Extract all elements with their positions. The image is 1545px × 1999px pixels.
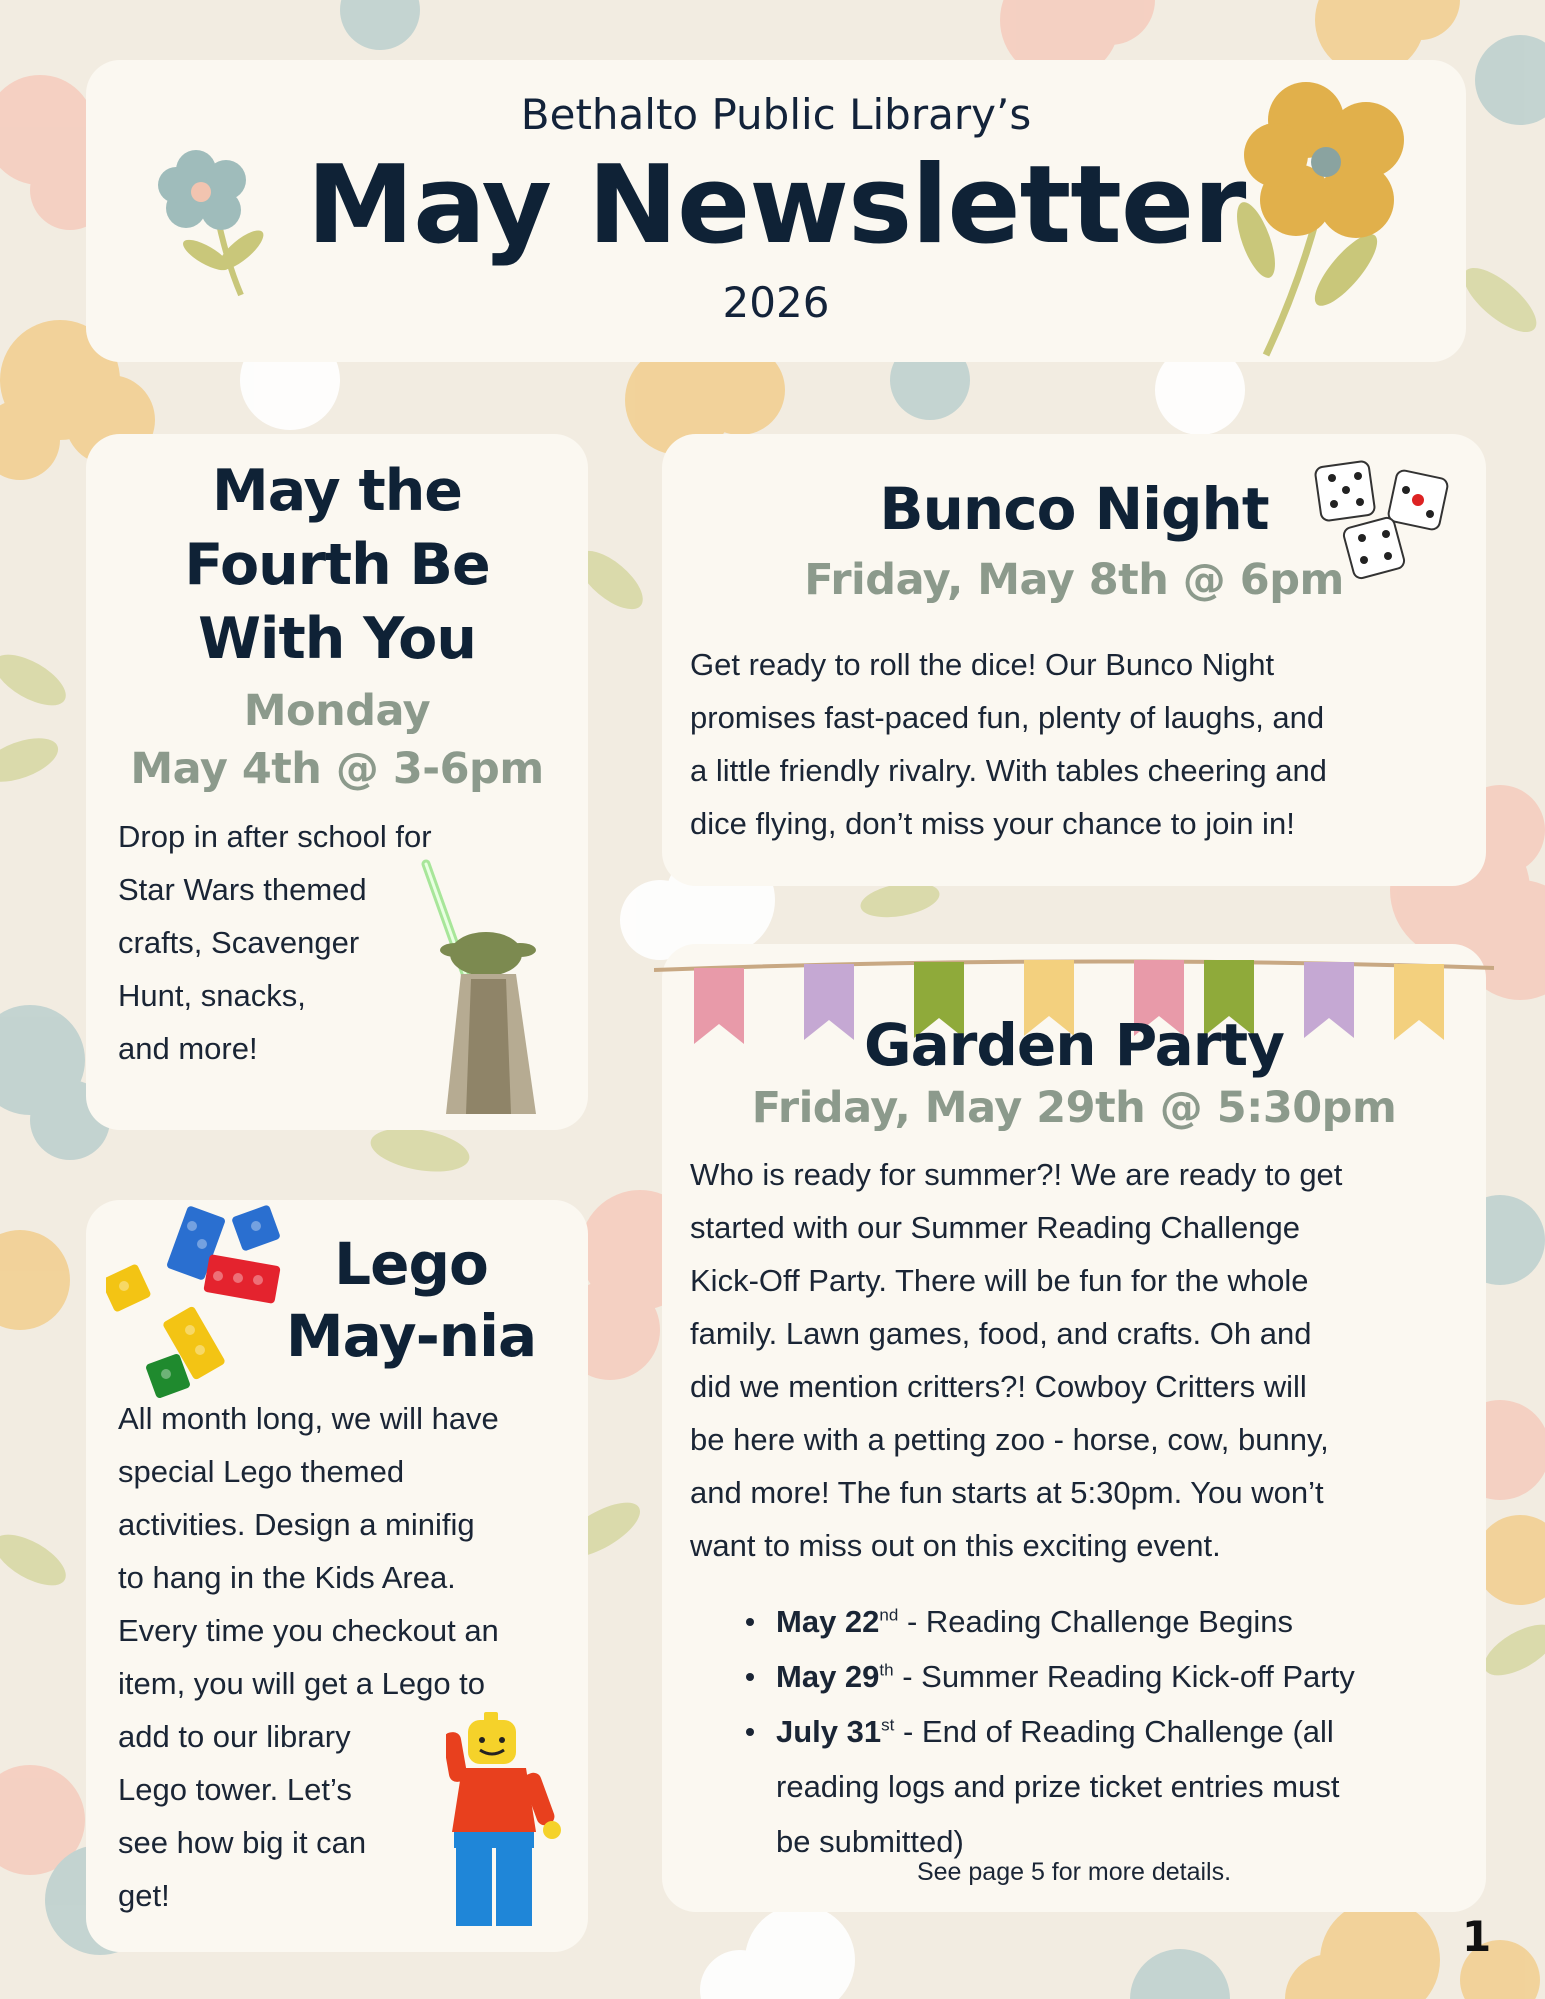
star-wars-title: May the Fourth Be With You: [184, 458, 490, 672]
header-card: [86, 60, 1466, 362]
bunco-card: [662, 434, 1486, 886]
star-wars-card: [86, 434, 588, 1130]
garden-party-card: [662, 944, 1486, 1912]
garden-party-date: Friday, May 29th @ 5:30pm: [751, 1083, 1397, 1133]
page-number: 1: [1462, 1912, 1492, 1961]
list-item: May 22nd - Reading Challenge Begins: [742, 1594, 1482, 1649]
bunco-title: Bunco Night: [879, 475, 1269, 543]
page-title: May Newsletter: [306, 143, 1246, 268]
year: 2026: [722, 278, 830, 327]
lego-minifig-icon: [446, 1712, 566, 1932]
more-details-note: See page 5 for more details.: [916, 1858, 1232, 1886]
bunco-date: Friday, May 8th @ 6pm: [804, 555, 1344, 605]
key-dates-list: [742, 1594, 1482, 1869]
bunco-description: Get ready to roll the dice! Our Bunco Night promises fast-paced fun, plenty of laughs, and a little friendly rivalry. With tables cheering and dice flying, don’t miss your chance to join in!: [690, 647, 1327, 841]
lego-title: Lego May-nia: [285, 1230, 537, 1370]
garden-party-description: Who is ready for summer?! We are ready to get started with our Summer Reading Challenge Kick-Off Party. There will be fun for the whole family. Lawn games, food, and crafts. Oh and did we mention critters?! Cowboy Critters will be here with a petting zoo - horse, cow, bunny, and more! The fun starts at 5:30pm. You won’t want to miss out on this exciting event.: [690, 1157, 1343, 1563]
lego-card: [86, 1200, 588, 1952]
star-wars-description: Drop in after school for Star Wars themed crafts, Scavenger Hunt, snacks, and more!: [118, 819, 432, 1066]
lego-description: All month long, we will have special Lego themed activities. Design a minifig to hang in the Kids Area. Every time you checkout an item, you will get a Lego to add to our library Lego tower. Let’s see how big it can get!: [118, 1401, 499, 1913]
star-wars-date: Monday May 4th @ 3-6pm: [130, 686, 544, 794]
garden-party-title: Garden Party: [864, 1011, 1284, 1079]
library-name: Bethalto Public Library’s: [520, 90, 1032, 139]
yoda-icon: [416, 854, 566, 1124]
list-item: July 31st - End of Reading Challenge (all reading logs and prize ticket entries must be submitted): [742, 1704, 1482, 1869]
list-item: May 29th - Summer Reading Kick-off Party: [742, 1649, 1482, 1704]
